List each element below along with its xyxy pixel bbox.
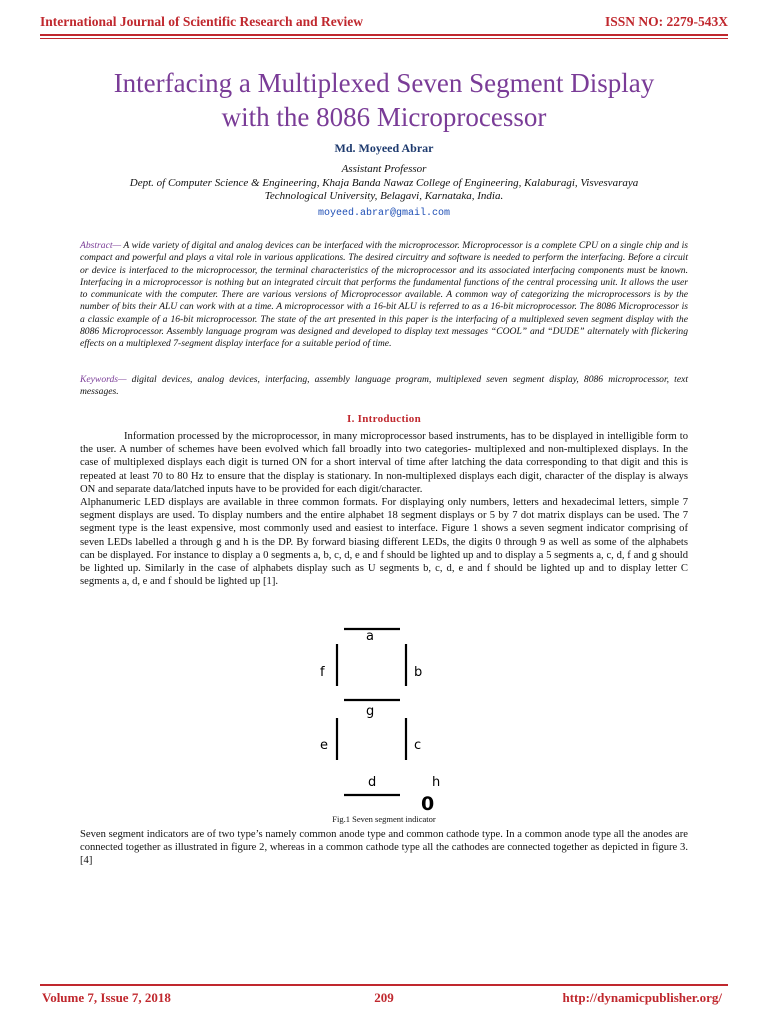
label-a: a (366, 629, 374, 644)
abstract-text: A wide variety of digital and analog devices can be interfaced with the microprocessor. Microprocessor is a complete CPU on a single chip and is compact and powerful and plays a vital role in various applications. The desired circuitry and software is needed to perform the interfacing. Before a circuit or device is interfaced to the microprocessor, the terminal characteristics of the microprocessor and its associated interfacing components must be known. Interfacing in a microprocessor is nothing but an integrated circuit that performs the fundamental functions of the central processing unit. It allows the user to communicate with the computer. There are various versions of Microprocessor available. A common way of categorizing the microprocessors is by the number of bits their ALU can work with at a time. A microprocessor with a 16-bit ALU is referred to as a 16-bit microprocessor. The 8086 Microprocessor is a classic example of a 16-bit microprocessor. The state of the art presented in this paper is the interfacing of a multiplexed seven segment display with the 8086 Microprocessor. Assembly language program was designed and developed to display text messages “COOL” and “DUDE” alternately with flickering effects on a multiplexed 7-segment display interface for a suitable period of time. (80, 240, 688, 350)
paragraph-2: Alphanumeric LED displays are available in three common formats. For displaying only numbers, letters and hexadecimal letters, simple 7 segment displays are used. To display numbers and the entire alphabet 18 segment displays or 5 by 7 dot matrix displays can be used. The 7 segment type is the least expensive, most commonly used and easiest to interface. Figure 1 shows a seven segment indicator comprising of seven LEDs labelled a through g and h is the DP. By forward biasing different LEDs, the digits 0 through 9 as well as some of the alphabets can be displayed. For instance to display a 0 segments a, b, c, d, e and f should be lighted up and to display a 5 segments a, c, d, f and g should be lighted up. Similarly in the case of alphabets display such as U segments b, c, d, e and f should be lighted up and to display letter C segments a, d, e and f should be lighted up [1]. (80, 497, 688, 588)
label-c: c (414, 738, 422, 753)
label-g: g (366, 704, 375, 719)
figure-1-caption: Fig.1 Seven segment indicator (332, 814, 436, 824)
introduction-text (80, 430, 688, 588)
author-affiliation-line1: Dept. of Computer Science & Engineering, Khaja Banda Nawaz College of Engineering, Kalaburagi, Visvesvaraya (129, 177, 639, 189)
abstract (80, 240, 688, 351)
paper-title-line1: Interfacing a Multiplexed Seven Segment Display (113, 68, 655, 98)
paragraph-1: Information processed by the microprocessor, in many microprocessor based instruments, has to be displayed in intelligible form to the user. A number of schemes have been evolved which fall broadly into two categories- multiplexed and non-multiplexed displays. In the case of multiplexed displays each digit is turned ON for a short interval of time after latching the data corresponding to that digit and this is repeated at least 70 to 80 Hz to ensure that the display is stationary. In non-multiplexed displays each digit, character of the display is always ON and separate data/latched inputs have to be provided for each digit/character. (80, 431, 688, 495)
abstract-label: Abstract— (80, 240, 122, 251)
section-heading-introduction: I. Introduction (347, 413, 421, 425)
label-h: h (432, 775, 441, 790)
seven-segment-figure (300, 620, 460, 820)
label-e: e (320, 738, 328, 753)
author-email[interactable]: moyeed.abrar@gmail.com (317, 208, 451, 219)
paragraph-3: Seven segment indicators are of two type’s namely common anode type and common cathode type. In a common anode type all the anodes are connected together as illustrated in figure 2, whereas in a common cathode type all the cathodes are connected together as depicted in figure 3.[4] (80, 829, 688, 867)
publisher-url[interactable]: http://dynamicpublisher.org/ (562, 990, 722, 1005)
author-name: Md. Moyeed Abrar (334, 141, 434, 155)
issn-number: ISSN NO: 2279-543X (604, 14, 728, 29)
page-number: 209 (374, 990, 394, 1005)
paper-title-line2: with the 8086 Microprocessor (221, 102, 547, 132)
volume-issue: Volume 7, Issue 7, 2018 (42, 990, 171, 1005)
author-affiliation-line2: Technological University, Belagavi, Karnataka, India. (264, 190, 504, 202)
label-b: b (414, 665, 423, 680)
footer-rule (40, 984, 728, 986)
header-rule (40, 34, 728, 36)
label-f: f (320, 665, 325, 680)
decimal-point-dp: 0 (421, 793, 435, 815)
paragraph-3-block (80, 828, 688, 868)
keywords-label: Keywords— (80, 374, 127, 385)
keywords-text: digital devices, analog devices, interfacing, assembly language program, multiplexed seven segment display, 8086 microprocessor, text messages. (80, 374, 688, 398)
label-d: d (368, 775, 377, 790)
header-rule-thin (40, 38, 728, 39)
keywords (80, 374, 688, 399)
author-position: Assistant Professor (341, 163, 427, 175)
journal-name: International Journal of Scientific Research and Review (40, 14, 363, 29)
